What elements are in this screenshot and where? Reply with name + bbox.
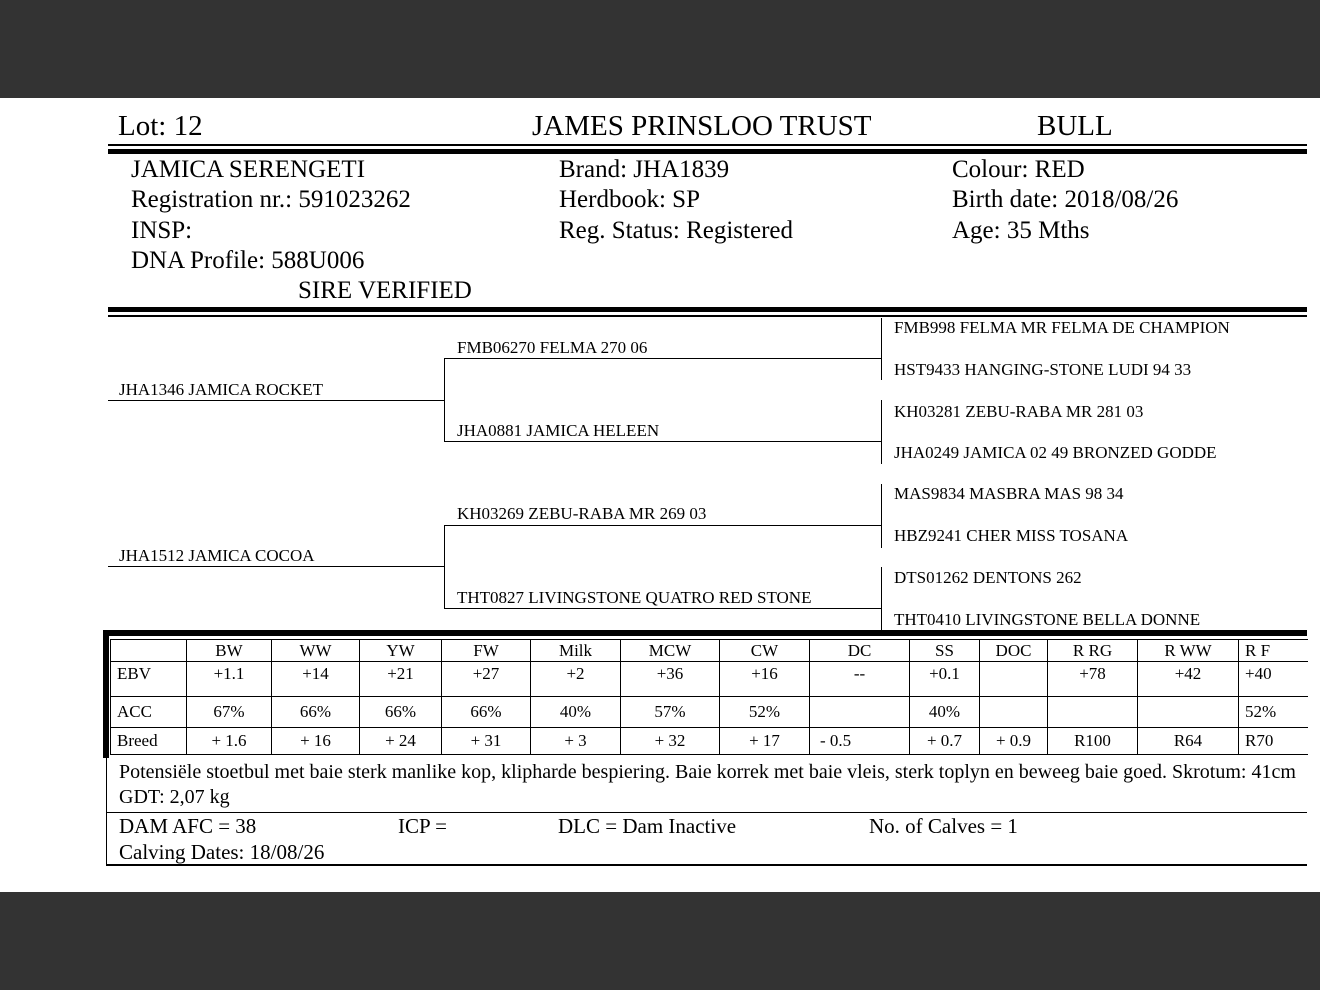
table-cell: +78 (1048, 662, 1138, 697)
sire: JHA1346 JAMICA ROCKET (119, 380, 324, 399)
birth-date: Birth date: 2018/08/26 (952, 186, 1179, 213)
table-cell: - 0.5 (810, 728, 910, 755)
insp: INSP: (131, 217, 193, 244)
pedigree-line (881, 318, 882, 380)
herdbook: Herdbook: SP (559, 186, 700, 213)
acc-row (111, 697, 1308, 728)
ggp-6: HBZ9241 CHER MISS TOSANA (894, 526, 1129, 545)
table-cell: +21 (360, 662, 442, 697)
dna-profile: DNA Profile: 588U006 (131, 247, 365, 274)
seller-name: JAMES PRINSLOO TRUST (532, 110, 872, 142)
ggp-2: HST9433 HANGING-STONE LUDI 94 33 (894, 360, 1192, 379)
ggp-8: THT0410 LIVINGSTONE BELLA DONNE (894, 610, 1201, 629)
number-of-calves: No. of Calves = 1 (869, 814, 1018, 838)
row-label: ACC (111, 697, 187, 728)
column-header: Milk (531, 640, 621, 662)
comments-bottom-rule (106, 812, 1307, 813)
table-cell: R100 (1048, 728, 1138, 755)
lot-number: Lot: 12 (118, 110, 203, 142)
column-header: R F (1239, 640, 1308, 662)
table-cell: +1.1 (187, 662, 272, 697)
sire-dam: JHA0881 JAMICA HELEEN (457, 421, 660, 440)
ggp-1: FMB998 FELMA MR FELMA DE CHAMPION (894, 318, 1230, 337)
ggp-4: JHA0249 JAMICA 02 49 BRONZED GODDE (894, 443, 1217, 462)
table-cell: + 0.7 (910, 728, 980, 755)
ebv-left-rule (103, 630, 109, 758)
pedigree-line (881, 400, 882, 464)
pedigree-line (108, 566, 444, 567)
dam: JHA1512 JAMICA COCOA (119, 546, 315, 565)
lot-sheet (0, 98, 1320, 892)
table-cell: 40% (531, 697, 621, 728)
table-cell (980, 662, 1048, 697)
column-header: YW (360, 640, 442, 662)
pedigree-line (881, 567, 882, 631)
dam-dam: THT0827 LIVINGSTONE QUATRO RED STONE (457, 588, 812, 607)
table-cell: -- (810, 662, 910, 697)
calving-dates: Calving Dates: 18/08/26 (119, 840, 325, 864)
dam-sire: KH03269 ZEBU-RABA MR 269 03 (457, 504, 707, 523)
table-cell: + 3 (531, 728, 621, 755)
table-cell: + 32 (621, 728, 720, 755)
animal-type: BULL (1037, 110, 1113, 142)
ebv-table (110, 639, 1308, 755)
dam-afc: DAM AFC = 38 (119, 814, 257, 838)
table-cell: + 31 (442, 728, 531, 755)
table-cell: +42 (1138, 662, 1239, 697)
pedigree-line (444, 358, 881, 359)
table-cell: 52% (720, 697, 810, 728)
column-header: DC (810, 640, 910, 662)
pedigree-line (444, 441, 881, 442)
column-header: CW (720, 640, 810, 662)
column-header: R WW (1138, 640, 1239, 662)
ebv-row (111, 662, 1308, 697)
table-cell: + 16 (272, 728, 360, 755)
pedigree-line (108, 400, 444, 401)
ggp-3: KH03281 ZEBU-RABA MR 281 03 (894, 402, 1144, 421)
pedigree-line (881, 484, 882, 548)
ggp-7: DTS01262 DENTONS 262 (894, 568, 1082, 587)
table-cell: +40 (1239, 662, 1308, 697)
table-cell (980, 697, 1048, 728)
table-cell: +2 (531, 662, 621, 697)
column-header: FW (442, 640, 531, 662)
colour: Colour: RED (952, 156, 1085, 183)
column-header: MCW (621, 640, 720, 662)
ebv-header-row (111, 640, 1308, 662)
row-label: Breed (111, 728, 187, 755)
pedigree-line (444, 525, 445, 609)
ggp-5: MAS9834 MASBRA MAS 98 34 (894, 484, 1124, 503)
table-cell: +27 (442, 662, 531, 697)
registration-number: Registration nr.: 591023262 (131, 186, 411, 213)
table-cell: 66% (272, 697, 360, 728)
table-cell: + 0.9 (980, 728, 1048, 755)
pedigree-line (444, 358, 445, 442)
sire-sire: FMB06270 FELMA 270 06 (457, 338, 648, 357)
table-cell: R64 (1138, 728, 1239, 755)
table-cell: + 1.6 (187, 728, 272, 755)
column-header: DOC (980, 640, 1048, 662)
ebv-top-rule (103, 630, 1307, 636)
column-header (111, 640, 187, 662)
table-cell: R70 (1239, 728, 1308, 755)
table-cell: +0.1 (910, 662, 980, 697)
table-cell: 67% (187, 697, 272, 728)
header-rule-thick (108, 149, 1307, 154)
breed-row (111, 728, 1308, 755)
pedigree-line (444, 608, 881, 609)
brand: Brand: JHA1839 (559, 156, 730, 183)
info-rule-thin (108, 315, 1307, 317)
column-header: SS (910, 640, 980, 662)
table-cell: 52% (1239, 697, 1308, 728)
sire-verified: SIRE VERIFIED (298, 277, 472, 304)
table-cell: 57% (621, 697, 720, 728)
info-rule-thick (108, 307, 1307, 312)
row-label: EBV (111, 662, 187, 697)
table-cell: + 24 (360, 728, 442, 755)
table-cell: +16 (720, 662, 810, 697)
table-cell: +36 (621, 662, 720, 697)
table-cell (810, 697, 910, 728)
table-cell: 40% (910, 697, 980, 728)
pedigree-line (444, 525, 881, 526)
reg-status: Reg. Status: Registered (559, 217, 793, 244)
column-header: WW (272, 640, 360, 662)
table-cell: 66% (360, 697, 442, 728)
column-header: BW (187, 640, 272, 662)
table-cell: +14 (272, 662, 360, 697)
comments: Potensiële stoetbul met baie sterk manlike kop, klipharde bespiering. Baie korrek met baie vleis, sterk toplyn en beweeg baie goed. Skrotum: 41cm GDT: 2,07 kg (119, 761, 1296, 808)
table-cell: 66% (442, 697, 531, 728)
table-cell (1138, 697, 1239, 728)
table-cell (1048, 697, 1138, 728)
animal-name: JAMICA SERENGETI (131, 156, 366, 183)
dlc: DLC = Dam Inactive (558, 814, 737, 838)
icp: ICP = (398, 814, 447, 838)
table-cell: + 17 (720, 728, 810, 755)
header-rule-thin (108, 144, 1307, 146)
sheet-bottom-rule (106, 864, 1307, 866)
column-header: R RG (1048, 640, 1138, 662)
age: Age: 35 Mths (952, 217, 1090, 244)
